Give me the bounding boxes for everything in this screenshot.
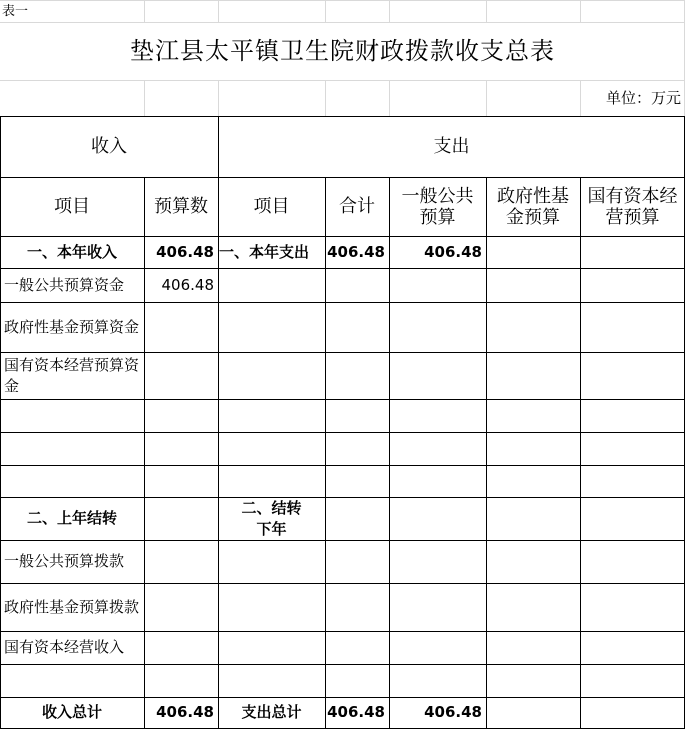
gridline: [144, 80, 145, 116]
gridline: [486, 80, 487, 116]
table-border: [0, 465, 685, 466]
table-border: [580, 177, 581, 729]
unit-label: 单位：万元: [605, 88, 681, 107]
table-border: [0, 432, 685, 433]
state-capital-income-label: 国有资本经营收入: [4, 638, 125, 656]
budget-amount-header: 预算数: [154, 196, 208, 217]
general-fund-value: 406.48: [161, 275, 214, 294]
expense-this-year-general: 406.48: [424, 242, 482, 261]
general-fund-label: 一般公共预算资金: [4, 275, 125, 294]
gov-fund-label: 政府性基金预算资金: [4, 317, 140, 336]
gridline: [325, 0, 326, 22]
page-title: 垫江县太平镇卫生院财政拨款收支总表: [130, 36, 555, 65]
expense-total-total: 406.48: [327, 703, 385, 721]
gridline: [218, 0, 219, 22]
income-this-year-label: 一、本年收入: [26, 242, 117, 261]
table-border: [0, 399, 685, 400]
table-border: [486, 177, 487, 729]
gridline: [144, 0, 145, 22]
table-label: 表一: [2, 3, 29, 19]
gridline: [580, 0, 581, 22]
income-header: 收入: [91, 136, 127, 157]
income-item-header: 项目: [54, 196, 90, 217]
gov-fund-budget-header: 政府性基金预算: [497, 185, 569, 228]
general-grant-label: 一般公共预算拨款: [4, 552, 125, 570]
income-this-year-value: 406.48: [156, 242, 214, 261]
income-total-value: 406.48: [156, 703, 214, 721]
table-border: [0, 664, 685, 665]
expense-this-year-total: 406.48: [327, 242, 385, 261]
gridline: [218, 80, 219, 116]
expense-total-general: 406.48: [424, 703, 482, 721]
state-capital-budget-header: 国有资本经营预算: [587, 185, 678, 228]
expense-header: 支出: [433, 136, 470, 157]
income-total-label: 收入总计: [41, 703, 102, 721]
expense-total-label: 支出总计: [241, 703, 302, 721]
expense-item-header: 项目: [253, 196, 290, 217]
carryover-next-year-label: 二、结转下年: [241, 498, 302, 538]
gov-fund-grant-label: 政府性基金预算拨款: [4, 597, 140, 616]
gridline: [325, 80, 326, 116]
expense-this-year-label: 一、本年支出: [219, 242, 310, 261]
total-header: 合计: [339, 196, 375, 217]
state-capital-label: 国有资本经营预算资金: [4, 355, 140, 395]
gridline: [389, 80, 390, 116]
gridline: [389, 0, 390, 22]
general-budget-header: 一般公共预算: [401, 185, 474, 228]
gridline: [486, 0, 487, 22]
carryover-last-year-label: 二、上年结转: [26, 509, 117, 527]
